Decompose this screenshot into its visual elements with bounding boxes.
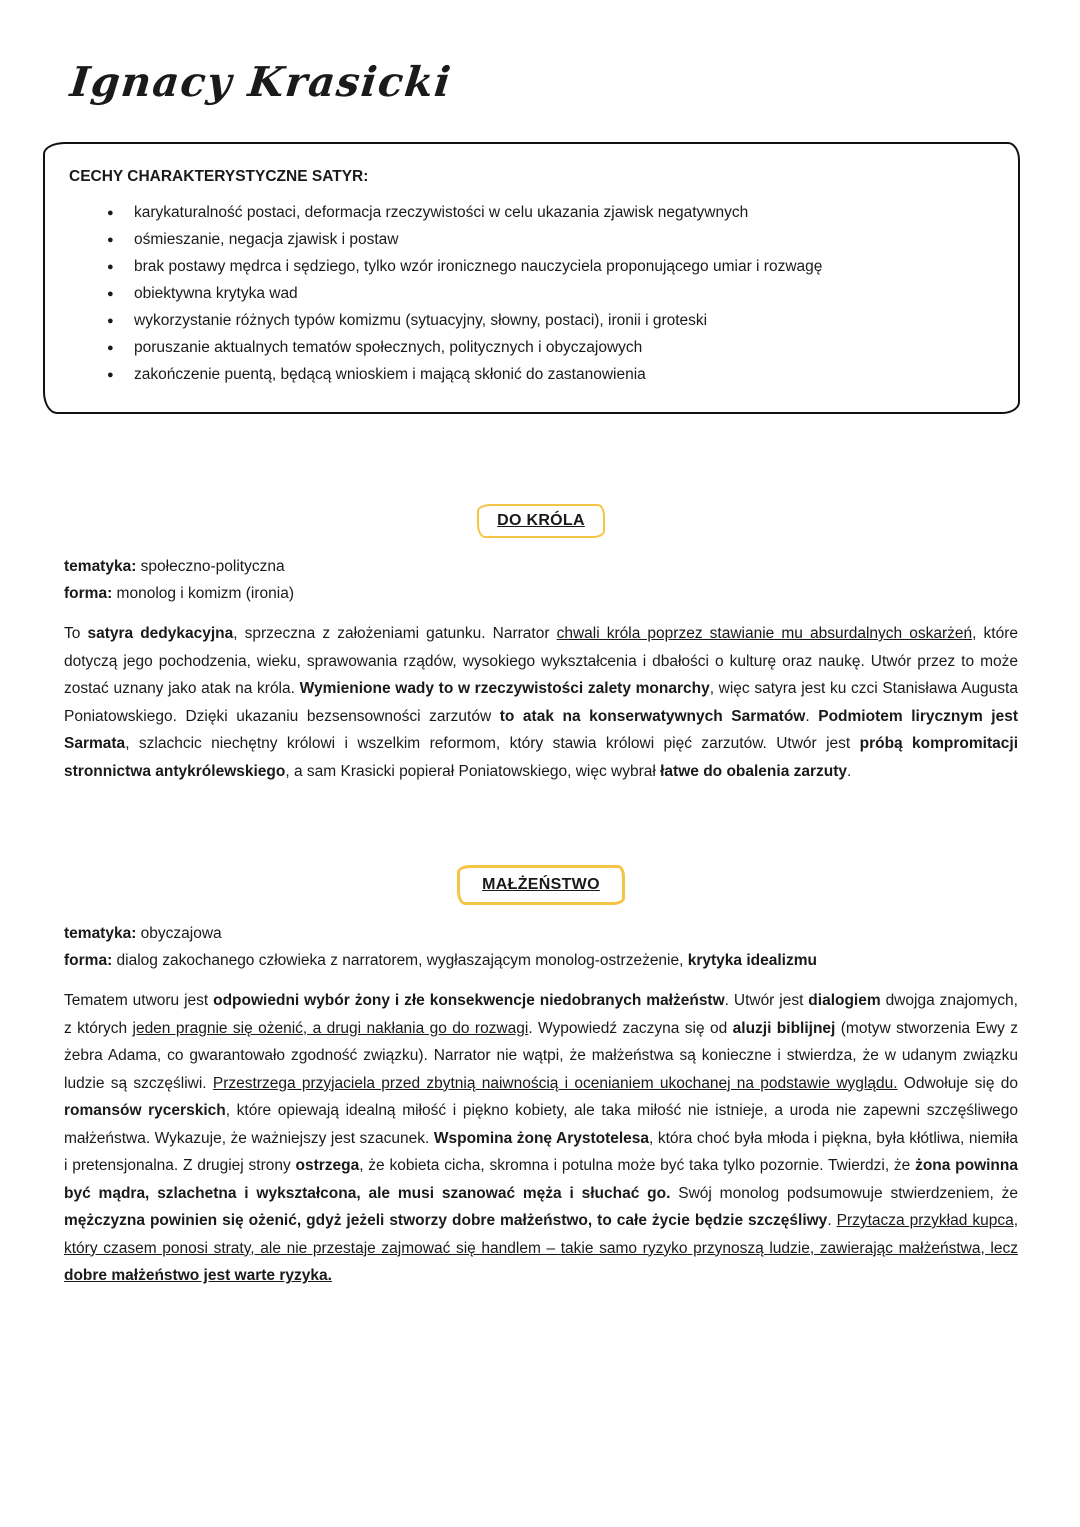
feature-item: ● obiektywna krytyka wad (107, 280, 994, 307)
text-run: Swój monolog podsumowuje stwierdzeniem, że (670, 1184, 1019, 1202)
malzenstwo-meta (64, 920, 1018, 974)
feature-item: ● karykaturalność postaci, deformacja rzeczywistości w celu ukazania zjawisk negatywnych (107, 199, 994, 226)
malzenstwo-paragraph (64, 987, 1018, 1290)
text-run: , szlachcic niechętny królowi i wszelkim reformom, który stawia królowi pięć zarzutów. Utwór jest (125, 735, 860, 752)
text-run: krytyka idealizmu (687, 952, 817, 969)
text-run: Podmiotem lirycznym jest Sarmata (64, 707, 1018, 752)
text-run: . Utwór jest (724, 992, 809, 1009)
text-run: , że kobieta cicha, skromna i potulna może być taka tylko pozornie. Twierdzi, że (359, 1157, 916, 1174)
text-run: . (805, 707, 819, 725)
text-run: dialog zakochanego człowieka z narratorem, wygłaszającym monolog-ostrzeżenie, (112, 952, 688, 969)
section-title-wrap (64, 865, 1018, 905)
text-run: to atak na konserwatywnych Sarmatów (499, 707, 806, 725)
do-krola-paragraph (64, 620, 1018, 785)
do-krola-tematyka-line (64, 553, 1018, 580)
text-run: , która choć była młoda i piękna, była kłótliwa, niemiła i pretensjonalna. Z drugiej strony (64, 1129, 1018, 1174)
text-run: dialogiem (808, 992, 881, 1009)
text-run: obyczajowa (136, 925, 222, 942)
text-run: społeczno-polityczna (136, 558, 285, 575)
features-heading: CECHY CHARAKTERYSTYCZNE SATYR: (69, 168, 369, 185)
text-run: aluzji biblijnej (732, 1019, 836, 1037)
text-run: jeden pragnie się ożenić, a drugi nakłania go do rozwagi (132, 1019, 529, 1037)
feature-item: ● zakończenie puentą, będącą wnioskiem i mającą skłonić do zastanowienia (107, 361, 994, 388)
text-run: żona powinna być mądra, szlachetna i wykształcona, ale musi szanować męża i słuchać go. (64, 1157, 1018, 1202)
text-run: tematyka: (64, 558, 137, 575)
text-run: (motyw stworzenia Ewy z żebra Adama, co gwarantowało zgodność związku). Narrator nie wątpi, że małżeństwa są konieczne i stwierdza, że w udanym związku ludzie są szczęśliwi. (64, 1019, 1018, 1092)
text-run: . (827, 1212, 837, 1229)
feature-item: ● brak postawy mędrca i sędziego, tylko wzór ironicznego nauczyciela proponującego umiar i rozwagę (107, 253, 994, 280)
text-run: , a sam Krasicki popierał Poniatowskiego, więc wybrał (285, 762, 661, 780)
text-run: forma: (64, 585, 113, 602)
text-run: mężczyzna powinien się ożenić, gdyż jeżeli stworzy dobre małżeństwo, to całe życie będzie szczęśliwy (64, 1212, 828, 1229)
text-run: romansów rycerskich (64, 1102, 226, 1119)
malzenstwo-forma-line (64, 947, 1018, 974)
text-run: , sprzeczna z założeniami gatunku. Narrator (233, 625, 557, 642)
section-title-malzenstwo: MAŁŻEŃSTWO (457, 865, 625, 905)
text-run: monolog i komizm (ironia) (112, 585, 294, 602)
text-run: łatwe do obalenia zarzuty (660, 762, 848, 780)
text-run: chwali króla poprzez stawianie mu absurdalnych oskarżeń (556, 625, 973, 642)
section-title-do-krola: DO KRÓLA (477, 504, 605, 538)
do-krola-forma-line (64, 580, 1018, 607)
features-list (69, 199, 994, 388)
section-malzenstwo (64, 865, 1018, 1290)
text-run: tematyka: (64, 925, 137, 942)
text-run: , więc satyra jest ku czci Stanisława Augusta Poniatowskiego. Dzięki ukazaniu bezsensowności zarzutów (64, 680, 1018, 725)
page-title: Ignacy Krasicki (68, 58, 455, 106)
do-krola-meta (64, 553, 1018, 607)
satire-features-box (43, 142, 1020, 414)
text-run: Przestrzega przyjaciela przed zbytnią naiwnością i ocenianiem ukochanej na podstawie wyglądu. (212, 1074, 898, 1092)
malzenstwo-tematyka-line (64, 920, 1018, 947)
text-run: próbą kompromitacji stronnictwa antykrólewskiego (64, 735, 1018, 780)
text-run: forma: (64, 952, 113, 969)
text-run: Tematem utworu jest (64, 992, 214, 1009)
text-run: . Wypowiedź zaczyna się od (528, 1019, 733, 1037)
feature-item: ● ośmieszanie, negacja zjawisk i postaw (107, 226, 994, 253)
text-run: ostrzega (295, 1157, 360, 1174)
text-run: dobre małżeństwo jest warte ryzyka. (64, 1267, 332, 1284)
text-run: Odwołuje się do (897, 1074, 1018, 1092)
text-run: satyra dedykacyjna (87, 625, 234, 642)
feature-item: ● wykorzystanie różnych typów komizmu (sytuacyjny, słowny, postaci), ironii i groteski (107, 307, 994, 334)
text-run: Przytacza przykład kupca, który czasem ponosi straty, ale nie przestaje zajmować się handlem – takie samo ryzyko przynoszą ludzie, zawierając małżeństwa, lecz (64, 1212, 1018, 1257)
text-run: Wymienione wady to w rzeczywistości zalety monarchy (299, 680, 710, 697)
text-run: dwojga znajomych, z których (64, 992, 1018, 1037)
section-title-wrap (64, 504, 1018, 538)
section-do-krola (64, 504, 1018, 785)
text-run: , które dotyczą jego pochodzenia, wieku, sprawowania rządów, wysokiego wykształcenia i dbałości o kulturę oraz naukę. Utwór przez to może zostać uznany jako atak na króla. (64, 625, 1018, 697)
text-run: , które opiewają idealną miłość i piękno kobiety, ale taka miłość nie istnieje, a uroda nie zapewni szczęśliwego małżeństwa. Wykazuje, że ważniejszy jest szacunek. (64, 1102, 1019, 1147)
text-run: Wspomina żonę Arystotelesa (433, 1129, 650, 1147)
text-run: To (64, 625, 88, 642)
text-run: odpowiedni wybór żony i złe konsekwencje niedobranych małżeństw (213, 992, 725, 1009)
feature-item: ● poruszanie aktualnych tematów społecznych, politycznych i obyczajowych (107, 334, 994, 361)
text-run: . (847, 762, 852, 780)
